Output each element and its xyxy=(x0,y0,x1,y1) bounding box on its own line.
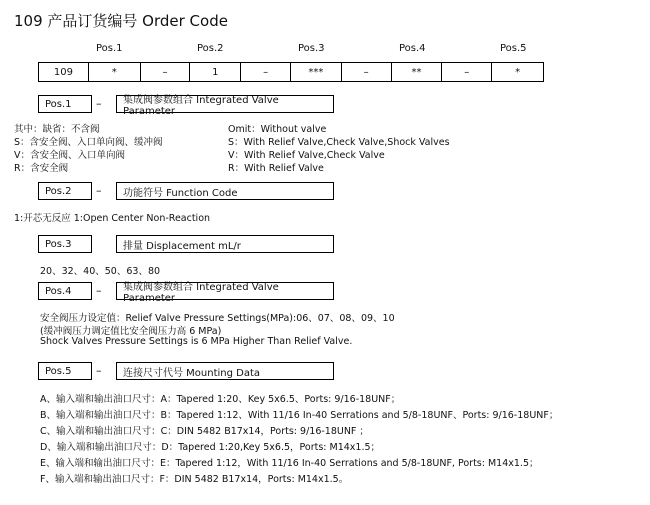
code-cell-pos1: * xyxy=(89,63,141,81)
pos-label-5: Pos.5 xyxy=(500,43,527,54)
pos5-header-box: 连接尺寸代号 Mounting Data xyxy=(116,362,334,380)
code-cell-sep: – xyxy=(342,63,392,81)
pos2-dash: – xyxy=(96,184,102,197)
pos4-header-box: 集成阀参数组合 Integrated Valve Parameter xyxy=(116,282,334,300)
pos5-label-box: Pos.5 xyxy=(38,362,92,380)
pos1-left-line: S：含安全阀、入口单向阀、缓冲阀 xyxy=(14,137,163,148)
pos4-label-box: Pos.4 xyxy=(38,282,92,300)
pos5-line: C、输入端和输出油口尺寸：C：DIN 5482 B17x14，Ports: 9/16-18UNF ； xyxy=(40,426,369,437)
code-cell-pos4: ** xyxy=(392,63,443,81)
pos2-label-box: Pos.2 xyxy=(38,182,92,200)
pos4-dash: – xyxy=(96,284,102,297)
pos1-right-line: V：With Relief Valve,Check Valve xyxy=(228,150,385,161)
code-cell-pos5: * xyxy=(515,66,521,78)
pos-label-2: Pos.2 xyxy=(197,43,224,54)
code-cell-sep: – xyxy=(141,63,191,81)
pos1-header-box: 集成阀参数组合 Integrated Valve Parameter xyxy=(116,95,334,113)
pos5-line: F、输入端和输出油口尺寸：F：DIN 5482 B17x14，Ports: M14x1.5。 xyxy=(40,474,349,485)
pos-label-1: Pos.1 xyxy=(96,43,123,54)
pos1-dash: – xyxy=(96,97,102,110)
page-title: 109 产品订货编号 Order Code xyxy=(14,12,228,30)
pos1-left-line: 其中：缺省：不含阀 xyxy=(14,124,100,135)
pos2-line: 1:开芯无反应 1:Open Center Non-Reaction xyxy=(14,213,211,224)
pos5-line: A、输入端和输出油口尺寸：A：Tapered 1:20、Key 5x6.5、Ports: 9/16-18UNF； xyxy=(40,394,401,405)
pos3-header-box: 排量 Displacement mL/r xyxy=(116,235,334,253)
code-cell-pos3: *** xyxy=(291,63,342,81)
pos1-left-line: V：含安全阀、入口单向阀 xyxy=(14,150,125,161)
pos2-header-box: 功能符号 Function Code xyxy=(116,182,334,200)
pos4-line: Shock Valves Pressure Settings is 6 MPa Higher Than Relief Valve. xyxy=(40,336,353,347)
code-cell-sep: – xyxy=(442,63,492,81)
pos1-left-line: R：含安全阀 xyxy=(14,163,69,174)
pos1-right-line: Omit：Without valve xyxy=(228,124,327,135)
pos-label-3: Pos.3 xyxy=(298,43,325,54)
pos4-line: (缓冲阀压力调定值比安全阀压力高 6 MPa) xyxy=(40,326,222,337)
pos1-label-box: Pos.1 xyxy=(38,95,92,113)
pos5-dash: – xyxy=(96,364,102,377)
pos4-line: 安全阀压力设定值：Relief Valve Pressure Settings(MPa):06、07、08、09、10 xyxy=(40,313,395,324)
code-cell-pos2: 1 xyxy=(190,63,241,81)
code-cell-series: 109 xyxy=(39,63,89,81)
pos5-line: D、输入端和输出油口尺寸：D：Tapered 1:20,Key 5x6.5，Ports: M14x1.5； xyxy=(40,442,381,453)
pos1-right-line: S：With Relief Valve,Check Valve,Shock Valves xyxy=(228,137,450,148)
pos5-line: B、输入端和输出油口尺寸：B：Tapered 1:12、With 11/16 In-40 Serrations and 5/8-18UNF、Ports: 9/16-18UNF； xyxy=(40,410,559,421)
pos-label-4: Pos.4 xyxy=(399,43,426,54)
order-code-table xyxy=(38,62,544,82)
pos3-label-box: Pos.3 xyxy=(38,235,92,253)
pos3-line: 20、32、40、50、63、80 xyxy=(40,266,161,277)
code-cell-sep: – xyxy=(241,63,291,81)
pos5-line: E、输入端和输出油口尺寸：E：Tapered 1:12，With 11/16 In-40 Serrations and 5/8-18UNF, Ports: M14x1.5； xyxy=(40,458,539,469)
pos1-right-line: R：With Relief Valve xyxy=(228,163,324,174)
